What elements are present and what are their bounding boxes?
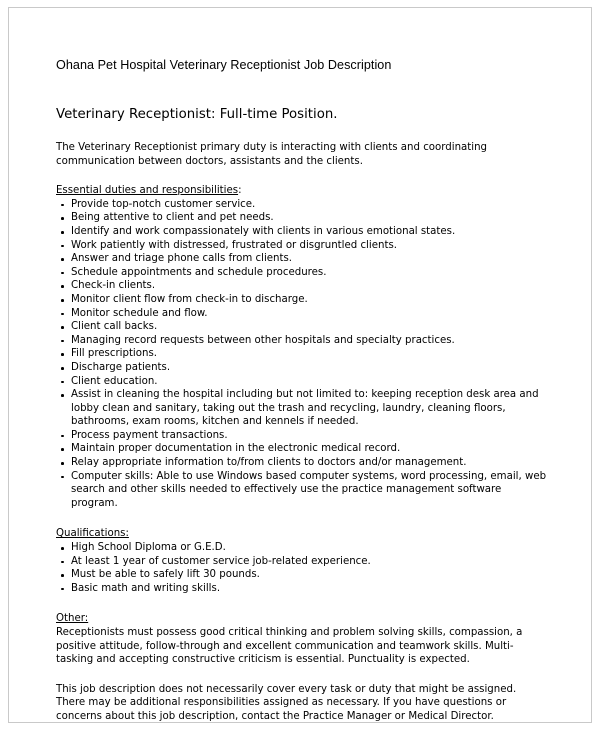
section-heading-duties-suffix: : [238,185,242,197]
list-item: Being attentive to client and pet needs. [56,211,548,225]
list-item: Basic math and writing skills. [56,582,548,596]
section-heading-qualifications-label: Qualifications: [56,528,129,540]
list-item: Discharge patients. [56,361,548,375]
list-item: Process payment transactions. [56,429,548,443]
page-title: Ohana Pet Hospital Veterinary Receptionist Job Description [56,58,392,72]
section-heading-other [56,595,548,626]
section-heading-qualifications [56,510,548,541]
section-heading-duties [56,168,548,198]
list-item: Must be able to safely lift 30 pounds. [56,568,548,582]
list-item: Maintain proper documentation in the electronic medical record. [56,442,548,456]
list-item: Client education. [56,375,548,389]
list-item: Monitor client flow from check-in to discharge. [56,293,548,307]
closing-paragraph: This job description does not necessarily cover every task or duty that might be assigned. There may be additional responsibilities assigned as necessary. If you have questions or concerns about this job description, contact the Practice Manager or Medical Director. [56,683,517,722]
list-item: Identify and work compassionately with clients in various emotional states. [56,225,548,239]
list-item: Fill prescriptions. [56,347,548,361]
position-subtitle: Veterinary Receptionist: Full-time Position. [56,107,338,122]
list-item: Work patiently with distressed, frustrated or disgruntled clients. [56,239,548,253]
list-item: Provide top-notch customer service. [56,198,548,212]
list-item: Monitor schedule and flow. [56,307,548,321]
list-item: Schedule appointments and schedule procedures. [56,266,548,280]
list-item: Assist in cleaning the hospital including but not limited to: keeping reception desk area and lobby clean and sanitary, taking out the trash and recycling, laundry, cleaning floors, bathrooms, exam rooms, kitchen and kennels if needed. [56,388,548,429]
list-item: High School Diploma or G.E.D. [56,541,548,555]
list-item: Client call backs. [56,320,548,334]
other-paragraph: Receptionists must possess good critical thinking and problem solving skills, compassion, a positive attitude, follow-through and excellent communication and teamwork skills. Multi-tasking and accepting constructive criticism is essential. Punctuality is expected. [56,627,523,666]
intro-paragraph: The Veterinary Receptionist primary duty is interacting with clients and coordinating communication between doctors, assistants and the clients. [56,142,488,167]
list-item: Relay appropriate information to/from clients to doctors and/or management. [56,456,548,470]
qualifications-list [56,541,548,595]
section-heading-duties-label: Essential duties and responsibilities [56,185,239,197]
document-content [56,58,548,723]
list-item: At least 1 year of customer service job-related experience. [56,555,548,569]
duties-list [56,198,548,511]
list-item: Managing record requests between other hospitals and specialty practices. [56,334,548,348]
list-item: Computer skills: Able to use Windows based computer systems, word processing, email, web search and other skills needed to effectively use the practice management software program. [56,470,548,511]
list-item: Answer and triage phone calls from clients. [56,252,548,266]
document-page [8,7,592,723]
list-item: Check-in clients. [56,279,548,293]
section-heading-other-label: Other: [56,613,89,625]
